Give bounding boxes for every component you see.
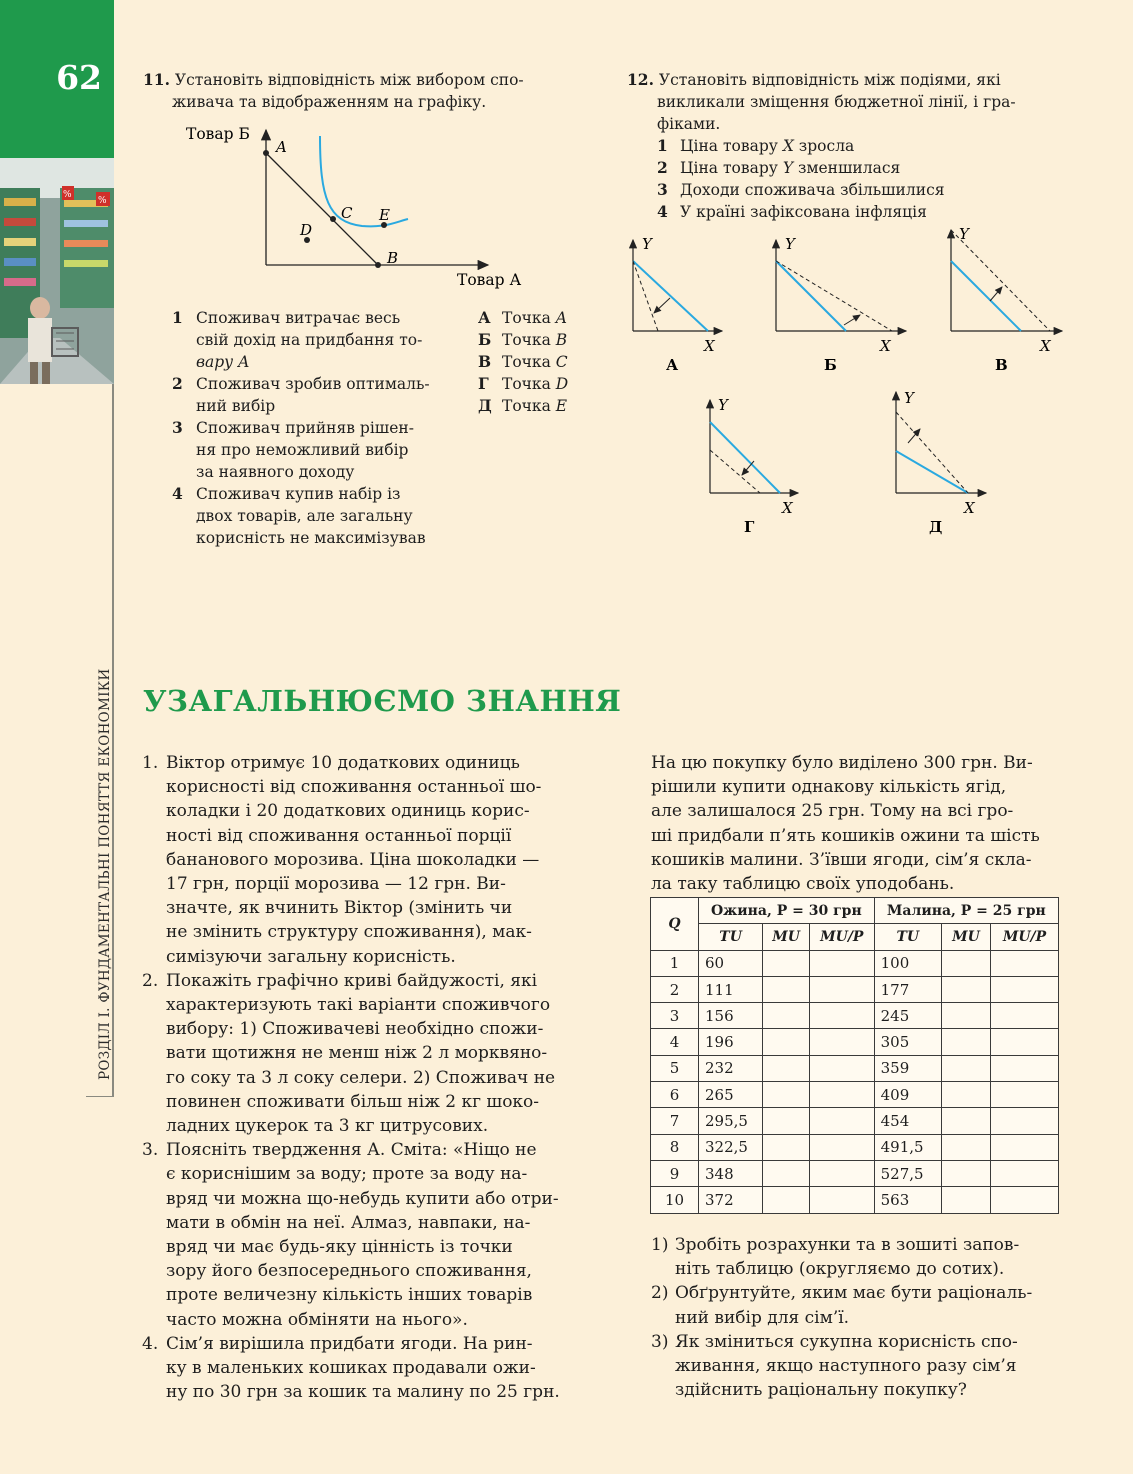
table-cell: 305 (874, 1029, 941, 1055)
table-col-mu-1: MU (763, 924, 810, 950)
table-cell: 265 (699, 1082, 763, 1108)
q11-option-3-line-2: ня про неможливий вибір (196, 441, 409, 459)
table-cell (809, 1029, 874, 1055)
table-row (651, 950, 1059, 976)
q11-graph (180, 118, 550, 293)
table-cell (763, 1187, 810, 1213)
q11-option-3-num: 3 (172, 418, 183, 437)
table-cell: 177 (874, 976, 941, 1002)
q12-event-4: 4 У країні зафіксована інфляція (657, 202, 927, 221)
q11-option-3-line-1: Споживач прийняв рішен- (196, 419, 414, 437)
table-row (651, 1003, 1059, 1029)
q11-option-4-num: 4 (172, 484, 183, 503)
q12-c-x-label: X (1040, 337, 1051, 355)
table-cell (809, 1160, 874, 1186)
table-cell: 3 (651, 1003, 699, 1029)
q12-event-2: 2 Ціна товару Y зменшилася (657, 158, 901, 177)
subtask-3: 3) Як зміниться сукупна корисність спо- живання, якщо наступного разу сім’я здійснить раціональну покупку? (651, 1331, 1018, 1401)
q11-option-4 (172, 483, 452, 549)
q12-graph-a-label: А (666, 356, 679, 374)
table-group-blackberry: Ожина, P = 30 грн (699, 898, 875, 924)
q11-label-b: B (387, 249, 399, 267)
task-3: 3. Поясніть твердження А. Сміта: «Ніщо не є кориснішим за воду; проте за воду на- вряд чи можна що-небудь купити або отри- мати в обмін на неї. Алмаз, навпаки, на- вряд чи має будь-яку цінність із точки зору його безпосереднього споживання, проте величезну кількість інших товарів часто можна обміняти на нього». (142, 1138, 582, 1332)
section-title: УЗАГАЛЬНЮЄМО ЗНАННЯ (143, 684, 622, 718)
table-col-tu-2: TU (874, 924, 941, 950)
q12-text (627, 69, 1001, 91)
table-cell: 6 (651, 1082, 699, 1108)
table-cell (763, 1055, 810, 1081)
table-cell: 359 (874, 1055, 941, 1081)
table-cell: 409 (874, 1082, 941, 1108)
table-cell (809, 1187, 874, 1213)
table-cell: 491,5 (874, 1134, 941, 1160)
table-cell (763, 1134, 810, 1160)
q11-option-1 (172, 307, 452, 373)
table-cell: 322,5 (699, 1134, 763, 1160)
table-cell (809, 1134, 874, 1160)
q11-point-a (263, 150, 269, 156)
q11-line-1: Установіть відповідність між вибором спо- (174, 71, 524, 89)
q11-answer-a: А Точка A (478, 308, 567, 327)
table-cell (763, 976, 810, 1002)
table-cell (809, 1003, 874, 1029)
q12-graph-d (710, 396, 798, 536)
table-cell: 196 (699, 1029, 763, 1055)
subtask-2: 2) Обґрунтуйте, яким має бути раціональ- ний вибір для сім’ї. (651, 1283, 1033, 1328)
q11-option-4-line-2: двох товарів, але загальну (196, 507, 413, 525)
q11-label-e: E (379, 206, 390, 224)
table-cell: 156 (699, 1003, 763, 1029)
table-cell: 245 (874, 1003, 941, 1029)
q12-graphs (610, 225, 1080, 545)
q11-label-c: C (341, 204, 353, 222)
q11-answer-e: Д Точка E (478, 396, 568, 415)
q12-graph-a (633, 235, 722, 374)
sale-sign-1: % (63, 190, 72, 200)
q11-number: 11. (143, 70, 170, 89)
table-cell (991, 1108, 1059, 1134)
table-cell: 2 (651, 976, 699, 1002)
q11-x-axis-label: Товар А (457, 271, 522, 289)
table-col-mu-2: MU (942, 924, 991, 950)
table-cell: 372 (699, 1187, 763, 1213)
table-cell (991, 1134, 1059, 1160)
task-1: 1. Віктор отримує 10 додаткових одиниць корисності від споживання останньої шо- коладки і 20 додаткових одиниць корис- ності від споживання останньої порції бананового морозива. Ціна шоколадки — 17 грн, порції морозива — 12 грн. Ви- значте, як вчинить Віктор (змінить чи не змінить структуру споживання), мак- симізуючи загальну корисність. (142, 751, 582, 969)
q12-number: 12. (627, 70, 654, 89)
q12-graph-b (776, 235, 906, 374)
table-cell: 232 (699, 1055, 763, 1081)
table-cell (763, 1029, 810, 1055)
q11-option-4-line-3: корисність не максимізував (196, 529, 426, 547)
q11-answer-b: Б Точка B (478, 330, 568, 349)
q12-graph-c-label: В (995, 356, 1008, 374)
table-cell (809, 950, 874, 976)
q12-d-y-label: Y (718, 396, 728, 414)
q11-point-b (375, 262, 381, 268)
table-cell (942, 1055, 991, 1081)
q11-point-c (330, 216, 336, 222)
table-cell (942, 1082, 991, 1108)
q11-line-2: живача та відображенням на графіку. (172, 93, 487, 111)
q12-e-x-label: X (964, 499, 975, 517)
q12-line-1: Установіть відповідність між подіями, які (658, 71, 1001, 89)
q11-option-3-line-3: за наявного доходу (196, 463, 355, 481)
table-cell (942, 1003, 991, 1029)
q12-line-3: фіками. (657, 115, 721, 133)
table-cell (991, 1187, 1059, 1213)
q12-b-x-label: X (880, 337, 891, 355)
table-cell (991, 950, 1059, 976)
q11-text (143, 69, 524, 91)
q11-option-4-line-1: Споживач купив набір із (196, 485, 401, 503)
berry-utility-table (650, 897, 1059, 1214)
table-cell (991, 976, 1059, 1002)
q12-graph-c (951, 225, 1062, 374)
tasks-left-column (142, 751, 582, 1404)
q11-option-1-line-2: свій дохід на придбання то- (196, 331, 423, 349)
table-cell (942, 950, 991, 976)
q11-y-axis-label: Товар Б (186, 125, 250, 143)
task-2-number: 2. (142, 970, 159, 991)
q12-event-3: 3 Доходи споживача збільшилися (657, 180, 945, 199)
chapter-side-label: РОЗДІЛ І. ФУНДАМЕНТАЛЬНІ ПОНЯТТЯ ЕКОНОМІКИ (97, 668, 113, 1080)
table-cell (809, 1108, 874, 1134)
table-cell (763, 1160, 810, 1186)
table-cell (809, 1055, 874, 1081)
table-cell (942, 1108, 991, 1134)
q11-option-2 (172, 373, 452, 417)
table-cell: 295,5 (699, 1108, 763, 1134)
table-cell: 1 (651, 950, 699, 976)
subtask-1: 1) Зробіть розрахунки та в зошиті запов- ніть таблицю (округляємо до сотих). (651, 1235, 1020, 1280)
table-cell (763, 1003, 810, 1029)
table-cell (763, 950, 810, 976)
table-col-tu-1: TU (699, 924, 763, 950)
table-cell (809, 976, 874, 1002)
q11-option-2-line-2: ний вибір (196, 397, 276, 415)
table-cell (991, 1029, 1059, 1055)
table-col-mup-1: MU/P (809, 924, 874, 950)
table-cell: 7 (651, 1108, 699, 1134)
table-cell (942, 1029, 991, 1055)
table-q-header: Q (651, 898, 699, 951)
q12-graph-b-label: Б (824, 356, 837, 374)
table-cell (942, 1160, 991, 1186)
q12-line-2: викликали зміщення бюджетної лінії, і гра- (657, 93, 1016, 111)
q12-events (657, 135, 945, 223)
table-group-raspberry: Малина, P = 25 грн (874, 898, 1058, 924)
table-row (651, 1055, 1059, 1081)
right-intro: На цю покупку було виділено 300 грн. Ви- рішили купити однакову кількість ягід, але залишалося 25 грн. Тому на всі гро- ші придбали п’ять кошиків ожини та шість кошиків малини. З’ївши ягоди, сім’я скла- ла таку таблицю своїх уподобань. (651, 753, 1040, 895)
table-cell (942, 1134, 991, 1160)
q11-options (172, 307, 452, 549)
task-4: 4. Сім’я вирішила придбати ягоди. На рин- ку в маленьких кошиках продавали ожи- ну по 30 грн за кошик та малину по 25 грн. (142, 1332, 582, 1405)
q12-a-y-label: Y (642, 235, 652, 253)
table-cell (942, 976, 991, 1002)
side-rule-foot (86, 1096, 114, 1097)
table-cell (991, 1055, 1059, 1081)
subtasks (651, 1233, 1071, 1402)
table-row (651, 1029, 1059, 1055)
table-row (651, 1082, 1059, 1108)
table-cell: 111 (699, 976, 763, 1002)
q11-label-a: A (276, 138, 287, 156)
q12-c-y-label: Y (959, 225, 969, 243)
q11-option-2-line-1: Споживач зробив оптималь- (196, 375, 430, 393)
task-4-number: 4. (142, 1333, 159, 1354)
q11-answer-d: Г Точка D (478, 374, 569, 393)
table-cell (991, 1160, 1059, 1186)
task-3-number: 3. (142, 1140, 159, 1161)
table-cell: 8 (651, 1134, 699, 1160)
table-cell (942, 1187, 991, 1213)
table-cell (763, 1082, 810, 1108)
q12-graph-e (896, 389, 986, 536)
q12-b-y-label: Y (785, 235, 795, 253)
q11-option-3 (172, 417, 452, 483)
table-cell (809, 1082, 874, 1108)
q11-option-1-line-3: вару A (196, 353, 250, 371)
table-cell (991, 1003, 1059, 1029)
q11-option-2-num: 2 (172, 374, 183, 393)
table-cell: 9 (651, 1160, 699, 1186)
table-cell: 454 (874, 1108, 941, 1134)
table-cell: 563 (874, 1187, 941, 1213)
table-row (651, 1160, 1059, 1186)
q12-event-1: 1 Ціна товару X зросла (657, 136, 855, 155)
table-row (651, 1134, 1059, 1160)
task-1-number: 1. (142, 753, 159, 773)
table-cell: 5 (651, 1055, 699, 1081)
table-cell: 10 (651, 1187, 699, 1213)
q12-graph-d-label: Г (744, 518, 755, 536)
sale-sign-2: % (98, 196, 107, 206)
table-cell: 527,5 (874, 1160, 941, 1186)
q11-answers (478, 307, 568, 417)
q12-graph-e-label: Д (929, 518, 943, 536)
table-cell: 100 (874, 950, 941, 976)
table-cell (991, 1082, 1059, 1108)
q11-option-1-num: 1 (172, 308, 183, 327)
table-row (651, 1108, 1059, 1134)
task-2: 2. Покажіть графічно криві байдужості, які характеризують такі варіанти споживчого вибору: 1) Споживачеві необхідно спожи- вати щотижня не менш ніж 2 л морквяно- го соку та 3 л соку селери. 2) Споживач не повинен споживати більш ніж 2 кг шоко- ладних цукерок та 3 кг цитрусових. (142, 969, 582, 1138)
supermarket-photo (0, 158, 114, 384)
q12-a-x-label: X (704, 337, 715, 355)
q11-label-d: D (300, 221, 313, 239)
table-cell: 4 (651, 1029, 699, 1055)
table-row (651, 1187, 1059, 1213)
table-cell: 348 (699, 1160, 763, 1186)
q11-answer-c: В Точка C (478, 352, 568, 371)
page-number: 62 (56, 58, 102, 97)
q11-option-1-line-1: Споживач витрачає весь (196, 309, 401, 327)
q12-e-y-label: Y (904, 389, 914, 407)
q12-d-x-label: X (782, 499, 793, 517)
q11-indifference-curve (320, 136, 408, 226)
table-col-mup-2: MU/P (991, 924, 1059, 950)
table-cell (763, 1108, 810, 1134)
table-cell: 60 (699, 950, 763, 976)
table-row (651, 976, 1059, 1002)
